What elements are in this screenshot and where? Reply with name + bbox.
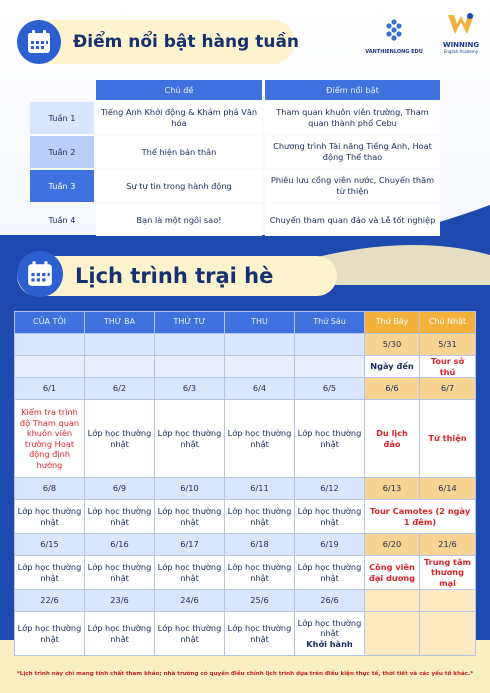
week-label: Tuần 3 — [30, 170, 94, 202]
date-cell: 6/20 — [365, 534, 420, 556]
day-header: THU — [225, 312, 295, 334]
date-cell: 6/7 — [420, 378, 476, 400]
page-title: Điểm nổi bật hàng tuần — [73, 32, 300, 52]
activity-cell: Lớp học thường nhật — [225, 500, 295, 534]
activity-cell: Lớp học thường nhật — [85, 556, 155, 590]
theme-cell: Tiếng Anh Khởi động & Khám phá Văn hóa — [96, 102, 262, 134]
activity-cell: Công viên đại dương — [365, 556, 420, 590]
date-cell: 6/18 — [225, 534, 295, 556]
highlight-cell: Chương trình Tài năng Tiếng Anh, Hoạt động Thể thao — [265, 136, 440, 168]
table-row — [30, 204, 442, 236]
activity-cell: Lớp học thường nhật — [155, 612, 225, 656]
date-cell: 6/19 — [295, 534, 365, 556]
activity-cell: Ngày đến — [365, 356, 420, 378]
winning-w-icon — [446, 12, 476, 38]
date-cell: 6/17 — [155, 534, 225, 556]
date-cell: 6/14 — [420, 478, 476, 500]
date-cell: 25/6 — [225, 590, 295, 612]
summer-schedule-header — [17, 256, 337, 296]
date-cell: 6/10 — [155, 478, 225, 500]
day-header: THỨ TƯ — [155, 312, 225, 334]
date-cell: 6/9 — [85, 478, 155, 500]
date-row — [15, 534, 476, 556]
date-cell: 23/6 — [85, 590, 155, 612]
activity-cell: Trung tâm thương mại — [420, 556, 476, 590]
date-cell: 6/16 — [85, 534, 155, 556]
activity-row — [15, 500, 476, 534]
footnote: *Lịch trình này chỉ mang tính chất tham khảo; nhà trường có quyền điều chỉnh lịch trình dựa trên điều kiện thực tế, thời tiết và các yếu tố khác.* — [16, 671, 474, 677]
date-cell: 22/6 — [15, 590, 85, 612]
day-header: Thứ Bảy — [365, 312, 420, 334]
section-title: Lịch trình trại hè — [75, 264, 274, 288]
theme-cell: Thể hiện bản thân — [96, 136, 262, 168]
date-cell: 6/6 — [365, 378, 420, 400]
activity-row — [15, 400, 476, 478]
activity-cell: Kiểm tra trình độ Tham quan khuôn viên trường Hoạt động định hướng — [15, 400, 85, 478]
date-cell: 6/13 — [365, 478, 420, 500]
activity-cell: Lớp học thường nhật — [85, 400, 155, 478]
date-row — [15, 590, 476, 612]
date-row — [15, 334, 476, 356]
summer-schedule-table — [14, 311, 476, 656]
dots-logo-icon — [380, 18, 408, 44]
activity-cell: Lớp học thường nhật — [85, 612, 155, 656]
activity-cell: Lớp học thường nhật — [15, 500, 85, 534]
day-header: THỨ BA — [85, 312, 155, 334]
highlight-cell: Chuyến tham quan đảo và Lễ tốt nghiệp — [265, 204, 440, 236]
activity-cell: Tour Camotes (2 ngày 1 đêm) — [365, 500, 476, 534]
date-cell: 5/30 — [365, 334, 420, 356]
activity-cell: Lớp học thường nhật — [15, 612, 85, 656]
week-label: Tuần 1 — [30, 102, 94, 134]
activity-cell: Lớp học thường nhật — [295, 556, 365, 590]
date-cell: 6/3 — [155, 378, 225, 400]
activity-cell: Lớp học thường nhật — [225, 400, 295, 478]
date-cell: 21/6 — [420, 534, 476, 556]
activity-cell: Lớp học thường nhật — [155, 500, 225, 534]
activity-cell: Tour sở thú — [420, 356, 476, 378]
date-row — [15, 378, 476, 400]
activity-cell: Lớp học thường nhật — [85, 500, 155, 534]
day-header-row — [15, 312, 476, 334]
highlight-column-header: Điểm nổi bật — [265, 80, 440, 100]
date-cell: 24/6 — [155, 590, 225, 612]
date-cell: 6/12 — [295, 478, 365, 500]
departure-label: Khởi hành — [306, 639, 353, 650]
day-header: Thứ Sáu — [295, 312, 365, 334]
weekly-header-row — [30, 80, 442, 100]
week-label: Tuần 2 — [30, 136, 94, 168]
vanthienlong-logo: VANTHIENLONG EDU — [358, 18, 430, 62]
table-row — [30, 136, 442, 168]
activity-cell: Lớp học thường nhật — [155, 400, 225, 478]
highlight-cell: Phiêu lưu cồng viên nước, Chuyến thăm từ thiện — [265, 170, 440, 202]
winning-logo: WINNING English Academy — [436, 12, 486, 62]
theme-column-header: Chủ đề — [96, 80, 262, 100]
theme-cell: Sự tự tin trong hành động — [96, 170, 262, 202]
day-header: CỦA TÔI — [15, 312, 85, 334]
activity-cell: Từ thiện — [420, 400, 476, 478]
activity-cell: Lớp học thường nhật — [15, 556, 85, 590]
activity-cell: Lớp học thường nhật — [225, 612, 295, 656]
date-cell: 6/4 — [225, 378, 295, 400]
activity-cell: Du lịch đảo — [365, 400, 420, 478]
activity-cell: Lớp học thường nhật — [155, 556, 225, 590]
activity-row — [15, 356, 476, 378]
table-row — [30, 170, 442, 202]
activity-cell: Lớp học thường nhật — [295, 400, 365, 478]
table-row — [30, 102, 442, 134]
theme-cell: Bạn là một ngôi sao! — [96, 204, 262, 236]
date-cell: 5/31 — [420, 334, 476, 356]
date-cell: 6/2 — [85, 378, 155, 400]
weekly-highlights-header — [17, 20, 300, 64]
activity-cell: Lớp học thường nhật — [225, 556, 295, 590]
week-label: Tuần 4 — [48, 214, 76, 225]
activity-row — [15, 612, 476, 656]
highlight-cell: Tham quan khuôn viên trường, Tham quan thành phố Cebu — [265, 102, 440, 134]
date-cell: 6/11 — [225, 478, 295, 500]
weekly-highlights-table — [30, 80, 442, 238]
date-cell: 6/5 — [295, 378, 365, 400]
activity-row — [15, 556, 476, 590]
calendar-icon — [17, 251, 63, 297]
date-cell: 6/8 — [15, 478, 85, 500]
calendar-icon — [17, 20, 61, 64]
activity-cell: Lớp học thường nhật — [295, 500, 365, 534]
date-cell: 26/6 — [295, 590, 365, 612]
date-row — [15, 478, 476, 500]
date-cell: 6/1 — [15, 378, 85, 400]
date-cell: 6/15 — [15, 534, 85, 556]
day-header: Chủ Nhật — [420, 312, 476, 334]
activity-cell: Lớp học thường nhật Khởi hành — [295, 612, 365, 656]
